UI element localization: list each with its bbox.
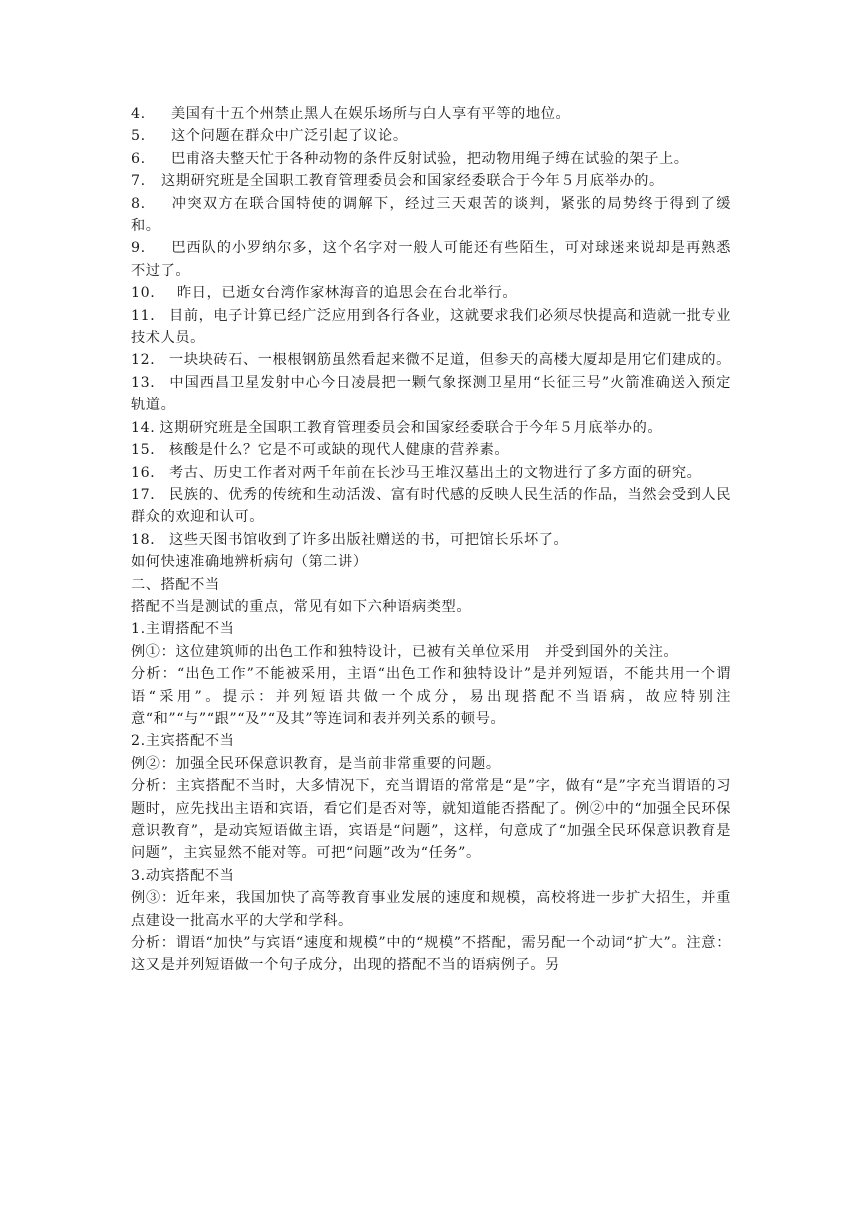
item-number: 6. [131, 150, 146, 167]
item-text: 这个问题在群众中广泛引起了议论。 [171, 128, 408, 145]
item-text: 美国有十五个州禁止黑人在娱乐场所与白人享有平等的地位。 [171, 106, 571, 122]
item-text: 这些天图书馆收到了许多出版社赠送的书，可把馆长乐坏了。 [169, 531, 569, 548]
item-text: 考古、历史工作者对两千年前在长沙马王堆汉墓出土的文物进行了多方面的研究。 [169, 464, 702, 481]
item-text: 一块块砖石、一根根钢筋虽然看起来微不足道，但参天的高楼大厦却是用它们建成的。 [169, 352, 731, 369]
example-item-16 [131, 462, 731, 484]
example-item-11 [131, 305, 731, 350]
example-item-13 [131, 372, 731, 417]
item-text: 冲突双方在联合国特使的调解下，经过三天艰苦的谈判，紧张的局势终于得到了缓和。 [131, 195, 731, 235]
item-text: 核酸是什么？它是不可或缺的现代人健康的营养素。 [169, 442, 510, 459]
item-text: 目前，电子计算已经广泛应用到各行各业，这就要求我们必须尽快提高和造就一批专业技术人员。 [131, 307, 731, 347]
document-page [131, 103, 731, 977]
example-item-18 [131, 529, 731, 551]
subheading-verb-object: 3.动宾搭配不当 [131, 867, 235, 884]
example-item-8 [131, 193, 731, 238]
analysis-1: 分析：“出色工作”不能被采用，主语“出色工作和独特设计”是并列短语，不能共用一个谓语“采用”。提示：并列短语共做一个成分，易出现搭配不当语病，故应特别注意“和”“与”“跟”“及”“及其”等连词和表并列关系的顿号。 [131, 666, 731, 727]
example-item-4 [131, 103, 731, 125]
item-text: 昨日，已逝女台湾作家林海音的追思会在台北举行。 [177, 285, 518, 302]
section-heading: 二、搭配不当 [131, 576, 220, 593]
item-number: 9. [131, 240, 146, 257]
example-item-6 [131, 148, 731, 170]
item-number: 15． [131, 442, 166, 459]
subheading-subject-predicate: 1.主谓搭配不当 [131, 621, 235, 638]
example-item-9 [131, 237, 731, 282]
item-number: 7. [131, 173, 146, 190]
item-text: 这期研究班是全国职工教育管理委员会和国家经委联合于今年５月底举办的。 [159, 419, 663, 436]
section-intro: 搭配不当是测试的重点，常见有如下六种语病类型。 [131, 598, 472, 615]
example-item-5 [131, 125, 731, 147]
item-text: 巴西队的小罗纳尔多，这个名字对一般人可能还有些陌生，可对球迷来说却是再熟悉不过了。 [131, 240, 731, 279]
item-number: 8. [131, 195, 146, 212]
analysis-3: 分析：谓语“加快”与宾语“速度和规模”中的“规模”不搭配，需另配一个动词“扩大”。注意：这又是并列短语做一个句子成分，出现的搭配不当的语病例子。另 [131, 935, 731, 974]
example-item-12 [131, 349, 731, 371]
item-text: 中国西昌卫星发射中心今日凌晨把一颗气象探测卫星用“长征三号”火箭准确送入预定轨道。 [131, 374, 731, 414]
example-2: 例②：加强全民环保意识教育，是当前非常重要的问题。 [131, 755, 501, 772]
example-item-7 [131, 170, 731, 192]
item-number: 16． [131, 464, 166, 481]
item-number: 17． [131, 486, 166, 503]
item-number: 13． [131, 374, 166, 391]
item-number: 10. [131, 285, 156, 302]
analysis-2: 分析：主宾搭配不当时，大多情况下，充当谓语的常常是“是”字，做有“是”字充当谓语的习题时，应先找出主语和宾语，看它们是否对等，就知道能否搭配了。例②中的“加强全民环保意识教育”，是动宾短语做主语，宾语是“问题”，这样，句意成了“加强全民环保意识教育是问题”，主宾显然不能对等。可把“问题”改为“任务”。 [131, 778, 731, 862]
example-item-14 [131, 417, 731, 439]
item-number: 14. [131, 419, 156, 436]
example-3: 例③：近年来，我国加快了高等教育事业发展的速度和规模，高校将进一步扩大招生，并重点建设一批高水平的大学和学科。 [131, 890, 731, 929]
lecture-title: 如何快速准确地辨析病句（第二讲） [131, 554, 368, 571]
item-number: 18． [131, 531, 166, 548]
item-text: 民族的、优秀的传统和生动活泼、富有时代感的反映人民生活的作品，当然会受到人民群众的欢迎和认可。 [131, 486, 731, 526]
example-item-17 [131, 484, 731, 529]
example-1: 例①：这位建筑师的出色工作和独特设计，已被有关单位采用 并受到国外的关注。 [131, 643, 679, 660]
example-item-15 [131, 439, 731, 461]
item-number: 11． [131, 307, 166, 324]
item-number: 12． [131, 352, 166, 369]
item-number: 5. [131, 128, 146, 145]
subheading-subject-object: 2.主宾搭配不当 [131, 733, 235, 750]
item-text: 巴甫洛夫整天忙于各种动物的条件反射试验，把动物用绳子缚在试验的架子上。 [171, 150, 689, 167]
item-number: 4. [131, 106, 146, 122]
example-item-10 [131, 282, 731, 304]
item-text: 这期研究班是全国职工教育管理委员会和国家经委联合于今年５月底举办的。 [161, 173, 664, 190]
